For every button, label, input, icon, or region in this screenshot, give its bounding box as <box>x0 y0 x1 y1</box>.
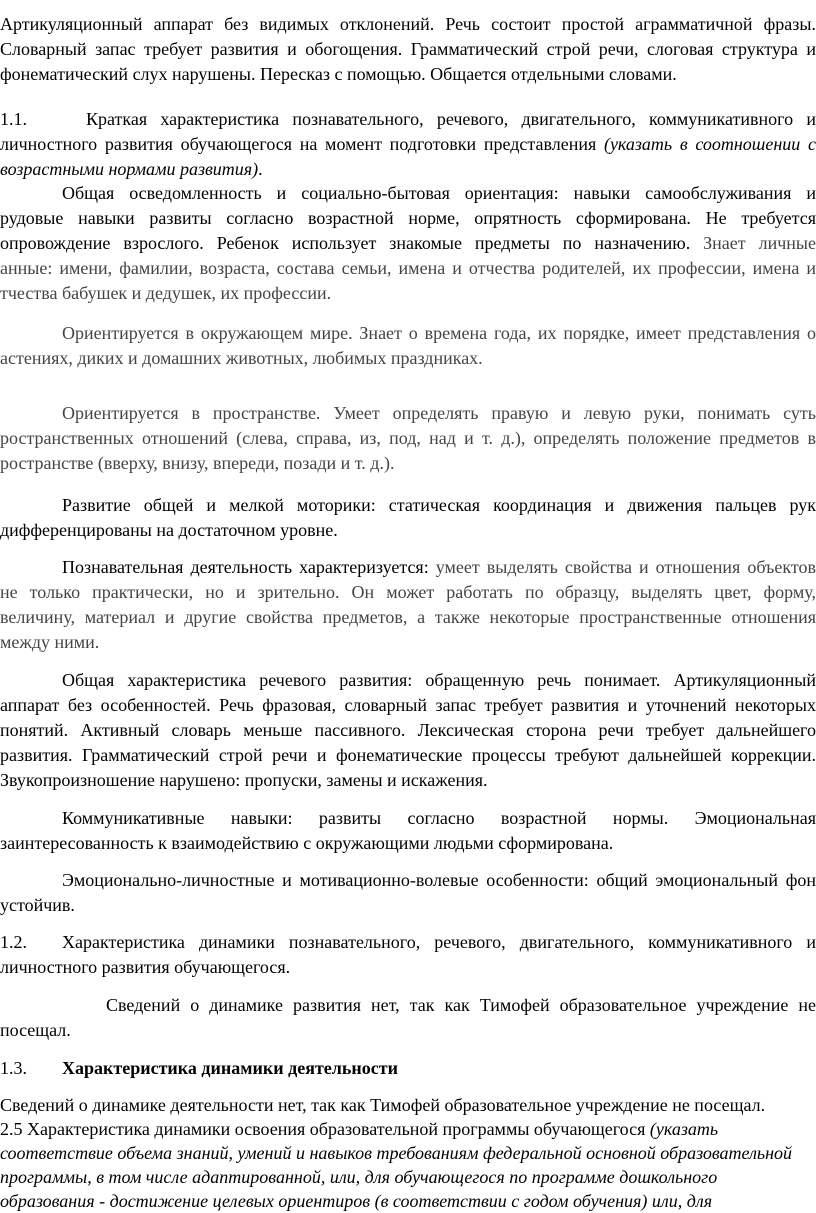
text-line <box>0 132 816 157</box>
text-line: Познавательная деятельность характеризуется: умеет выделять свойства и отношения объектов <box>62 557 816 577</box>
text-line: фонематический слух нарушены. Пересказ с помощью. Общается отдельными словами. <box>0 64 677 84</box>
text-line: заинтересованность к взаимодействию с окружающими людьми сформирована. <box>0 833 614 853</box>
text-line <box>0 1117 816 1141</box>
text-line: астениях, диких и домашних животных, любимых праздниках. <box>0 348 483 368</box>
section-title: 2.5 Характеристика динамики освоения образовательной программы обучающегося <box>0 1119 650 1139</box>
section-note: (указать <box>649 1119 719 1139</box>
text-line: Эмоционально-личностные и мотивационно-волевые особенности: общий эмоциональный фон <box>62 870 816 890</box>
text-line: Словарный запас требует развития и обогощения. Грамматический строй речи, слоговая структура и <box>0 39 816 59</box>
section-title: Характеристика динамики познавательного, речевого, двигательного, коммуникативного и <box>62 932 816 952</box>
text-line: Сведений о динамике развития нет, так как Тимофей образовательное учреждение не <box>106 995 816 1015</box>
text-line: Звукопроизношение нарушено: пропуски, замены и искажения. <box>0 770 488 790</box>
text-line: Общая осведомленность и социально-бытовая ориентация: навыки самообслуживания и <box>62 183 816 203</box>
text-line: соответствие объема знаний, умений и навыков требованиям федеральной основной образовательной <box>0 1143 793 1163</box>
text-line: личностного развития обучающегося. <box>0 957 291 977</box>
section-title: Характеристика динамики деятельности <box>62 1058 398 1078</box>
text-line: Ориентируется в пространстве. Умеет определять правую и левую руки, понимать суть <box>62 403 816 423</box>
text-line: ространстве (вверху, внизу, впереди, позади и т. д.). <box>0 453 395 473</box>
motor-skills-paragraph <box>0 493 816 543</box>
text-line <box>0 1056 816 1081</box>
text-line: понятий. Активный словарь меньше пассивного. Лексическая сторона речи требует дальнейшего <box>0 720 816 740</box>
text-line: тчества бабушек и дедушек, их профессии. <box>0 283 332 303</box>
text-line: развития. Грамматический строй речи и фонематические процессы требуют дальнейшей коррекции. <box>0 745 816 765</box>
general-awareness-paragraph <box>0 181 816 306</box>
section-title: Краткая характеристика познавательного, речевого, двигательного, коммуникативного и <box>86 109 816 129</box>
text-line: образования - достижение целевых ориентиров (в соответствии с годом обучения) или, для <box>0 1191 713 1211</box>
no-development-info-paragraph <box>0 993 816 1043</box>
text-line: не только практически, но и зрительно. Он может работать по образцу, выделять цвет, форму, <box>0 582 816 602</box>
text-line <box>0 107 816 132</box>
orientation-space-paragraph <box>0 401 816 476</box>
section-1-2-heading <box>0 930 816 980</box>
text-line: аппарат без особенностей. Речь фразовая, словарный запас требует развития и уточнений некоторых <box>0 695 816 715</box>
text-line: устойчив. <box>0 895 75 915</box>
text-line <box>0 930 816 955</box>
text-line: величину, материал и другие свойства предметов, а также некоторые пространственные отношения <box>0 607 816 627</box>
communication-paragraph <box>0 806 816 856</box>
text-line: рудовые навыки развиты согласно возрастной норме, опрятность сформирована. Не требуется <box>0 208 816 228</box>
section-note: (указать в соотношении с <box>603 134 816 154</box>
section-number: 1.1. <box>0 109 27 129</box>
text-line: Сведений о динамике деятельности нет, так как Тимофей образовательное учреждение не посещал. <box>0 1095 766 1115</box>
text-line: Общая характеристика речевого развития: обращенную речь понимает. Артикуляционный <box>62 670 816 690</box>
intro-paragraph <box>0 12 816 87</box>
text-line: Артикуляционный аппарат без видимых отклонений. Речь состоит простой аграмматичной фразы. <box>0 14 816 34</box>
text-line: ространственных отношений (слева, справа, из, под, над и т. д.), определять положение предметов в <box>0 428 816 448</box>
speech-paragraph <box>0 668 816 793</box>
text-line: Коммуникативные навыки: развиты согласно возрастной нормы. Эмоциональная <box>62 808 816 828</box>
text-line: опровождение взрослого. Ребенок использует знакомые предметы по назначению. Знает личные <box>0 233 816 253</box>
orientation-world-paragraph <box>0 321 816 371</box>
no-activity-info-paragraph <box>0 1093 816 1117</box>
emotional-paragraph <box>0 868 816 918</box>
text-line: посещал. <box>0 1020 71 1040</box>
section-note-cont: возрастными нормами развития) <box>0 159 259 179</box>
section-1-3-heading <box>0 1056 816 1081</box>
text-line: анные: имени, фамилии, возраста, состава семьи, имена и отчества родителей, их профессии, имена и <box>0 258 816 278</box>
text-line: программы, в том числе адаптированной, или, для обучающегося по программе дошкольного <box>0 1167 718 1187</box>
section-number: 1.3. <box>0 1058 27 1078</box>
text-line: Ориентируется в окружающем мире. Знает о времена года, их порядке, имеет представления о <box>62 323 816 343</box>
text-line: Развитие общей и мелкой моторики: статическая координация и движения пальцев рук <box>62 495 816 515</box>
section-title-cont: личностного развития обучающегося на момент подготовки представления <box>0 134 604 154</box>
text-line: дифференцированы на достаточном уровне. <box>0 520 338 540</box>
section-1-1-heading <box>0 107 816 182</box>
text-line: возрастными нормами развития). <box>0 159 263 179</box>
section-number: 1.2. <box>0 932 27 952</box>
cognitive-paragraph <box>0 555 816 655</box>
text-line: между ними. <box>0 632 100 652</box>
section-2-5-paragraph <box>0 1117 816 1213</box>
